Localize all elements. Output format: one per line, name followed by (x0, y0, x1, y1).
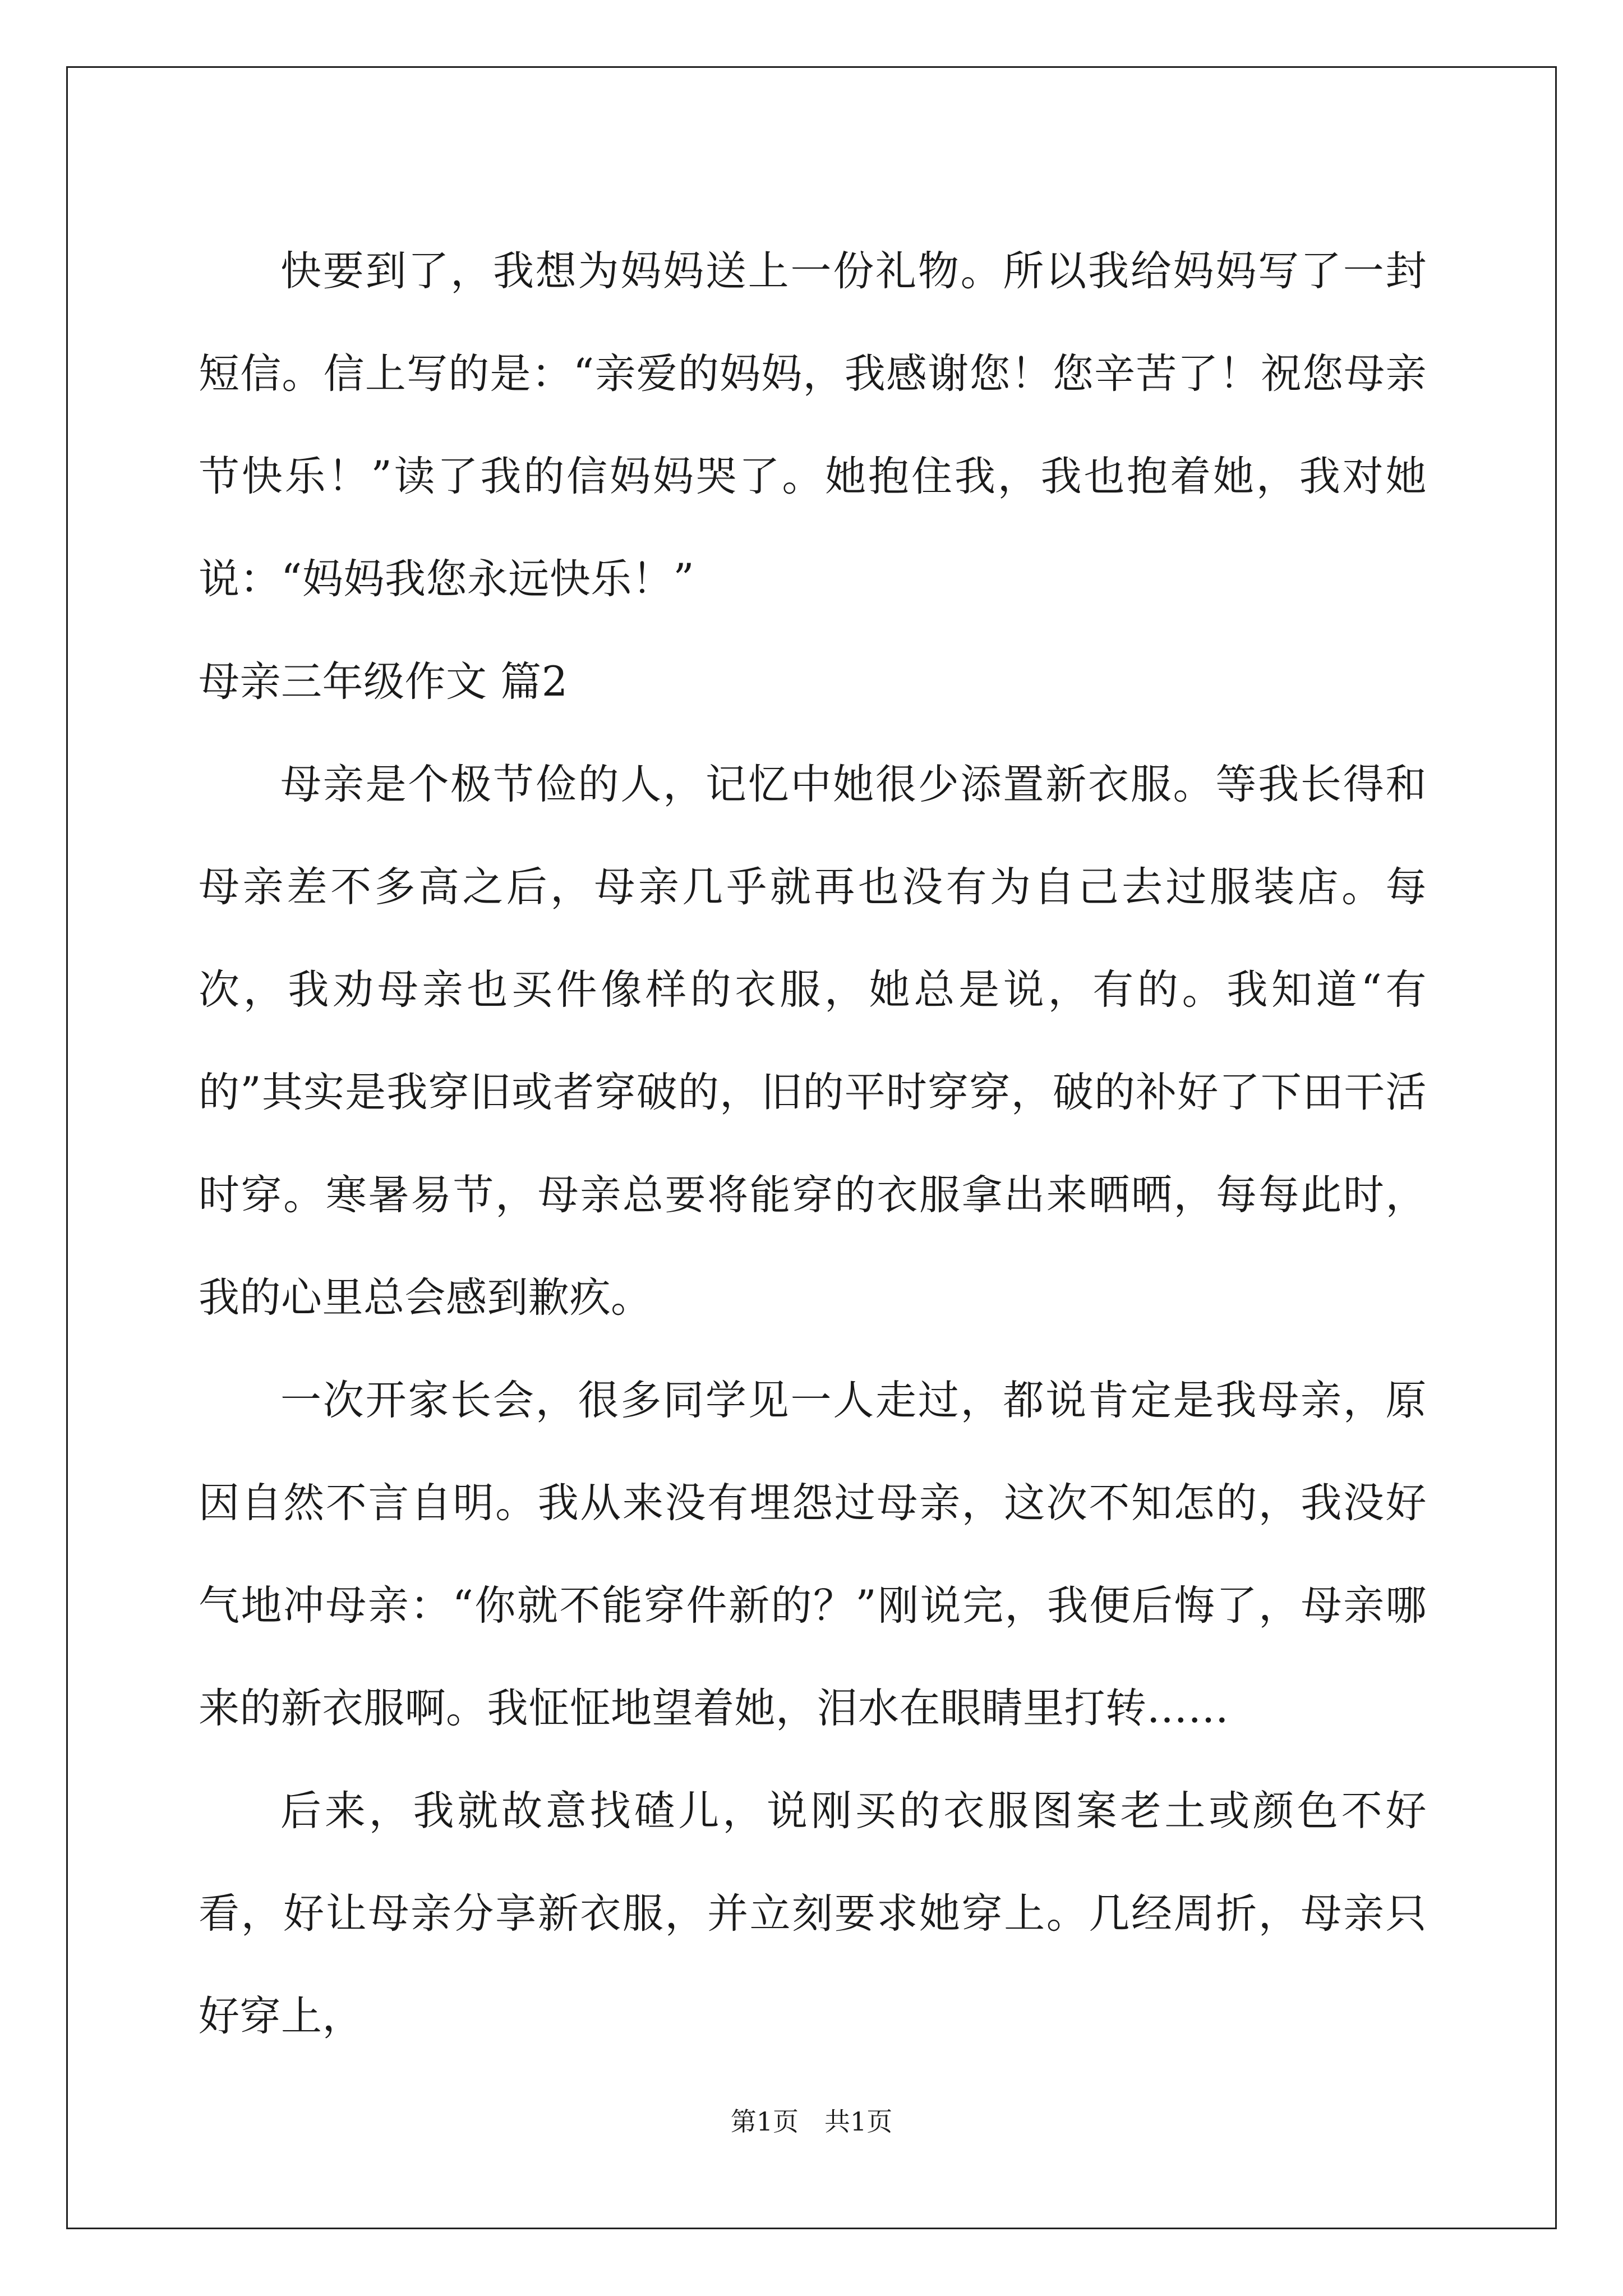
paragraph-2: 母亲是个极节俭的人，记忆中她很少添置新衣服。等我长得和母亲差不多高之后，母亲几乎就再也没有为自己去过服装店。每次，我劝母亲也买件像样的衣服，她总是说，有的。我知道“有的”其实是我穿旧或者穿破的，旧的平时穿穿，破的补好了下田干活时穿。寒暑易节，母亲总要将能穿的衣服拿出来晒晒，每每此时，我的心里总会感到歉疚。 (199, 761, 1427, 1322)
section-heading: 母亲三年级作文 篇2 (199, 658, 568, 706)
document-body (199, 220, 1427, 2068)
paragraph-4: 后来，我就故意找碴儿，说刚买的衣服图案老土或颜色不好看，好让母亲分享新衣服，并立刻要求她穿上。几经周折，母亲只好穿上， (199, 1787, 1427, 2040)
page-footer: 第1页 共1页 (730, 2106, 893, 2137)
paragraph-1: 快要到了，我想为妈妈送上一份礼物。所以我给妈妈写了一封短信。信上写的是：“亲爱的妈妈，我感谢您！您辛苦了！祝您母亲节快乐！”读了我的信妈妈哭了。她抱住我，我也抱着她，我对她说：“妈妈我您永远快乐！” (199, 247, 1427, 603)
paragraph-3: 一次开家长会，很多同学见一人走过，都说肯定是我母亲，原因自然不言自明。我从来没有埋怨过母亲，这次不知怎的，我没好气地冲母亲：“你就不能穿件新的？”刚说完，我便后悔了，母亲哪来的新衣服啊。我怔怔地望着她，泪水在眼睛里打转…… (199, 1377, 1427, 1732)
